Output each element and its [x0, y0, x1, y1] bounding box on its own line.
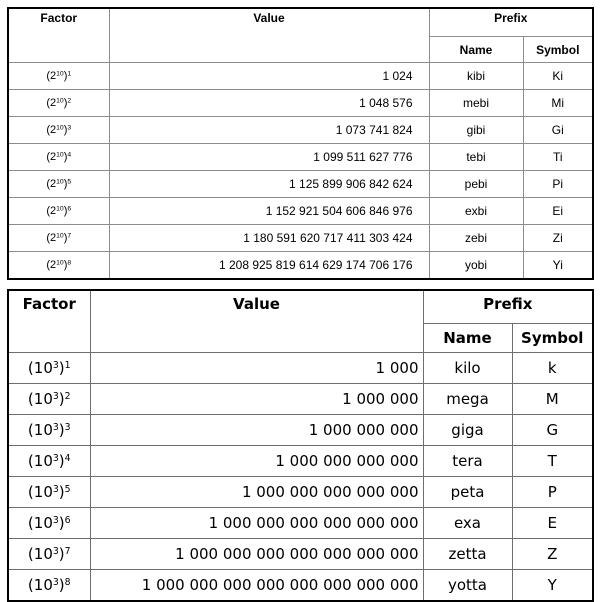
factor-exponent: 10: [56, 259, 64, 267]
prefix-symbol-cell: Ti: [523, 144, 593, 171]
factor-header: Factor: [8, 8, 109, 63]
table-row: [8, 117, 593, 144]
prefix-symbol-cell: G: [512, 415, 593, 446]
factor-cell: $(10^3)^8$: [8, 570, 90, 602]
factor-power: 7: [64, 545, 71, 557]
factor-base: 10: [33, 359, 53, 377]
factor-exponent: 10: [56, 70, 64, 78]
symbol-header: Symbol: [523, 37, 593, 63]
factor-power: 1: [64, 359, 71, 371]
value-cell: 1 000 000 000 000 000: [90, 477, 423, 508]
factor-power: 4: [67, 151, 72, 159]
factor-cell: $(10^3)^3$: [8, 415, 90, 446]
table-row: [8, 90, 593, 117]
factor-header: Factor: [8, 290, 90, 353]
prefix-symbol-cell: Yi: [523, 252, 593, 280]
factor-exponent: 10: [56, 97, 64, 105]
factor-base: 10: [33, 576, 53, 594]
factor-base: 2: [50, 70, 57, 82]
table-row: [8, 144, 593, 171]
factor-base: 10: [33, 545, 53, 563]
name-header: Name: [429, 37, 523, 63]
factor-power: 6: [67, 205, 72, 213]
table-row: [8, 477, 593, 508]
prefix-symbol-cell: Ki: [523, 63, 593, 90]
factor-cell: $(2^{10})^4$: [8, 144, 109, 171]
value-cell: 1 024: [109, 63, 429, 90]
value-cell: 1 000 000 000 000: [90, 446, 423, 477]
prefix-symbol-cell: Y: [512, 570, 593, 602]
prefix-name-cell: zebi: [429, 225, 523, 252]
factor-power: 8: [67, 259, 72, 267]
value-cell: 1 000: [90, 353, 423, 384]
factor-base: 2: [50, 178, 57, 190]
prefix-name-cell: zetta: [423, 539, 512, 570]
prefix-header: Prefix: [423, 290, 593, 324]
table-row: [8, 353, 593, 384]
factor-base: 2: [50, 97, 57, 109]
factor-power: 3: [67, 124, 72, 132]
factor-exponent: 10: [56, 151, 64, 159]
value-header: Value: [90, 290, 423, 353]
symbol-header: Symbol: [512, 324, 593, 353]
table-row: [8, 252, 593, 280]
prefix-symbol-cell: E: [512, 508, 593, 539]
value-cell: 1 099 511 627 776: [109, 144, 429, 171]
prefix-header: Prefix: [429, 8, 593, 37]
factor-base: 2: [50, 151, 57, 163]
table-row: [8, 384, 593, 415]
binary-prefix-table: [7, 7, 594, 280]
prefix-symbol-cell: Mi: [523, 90, 593, 117]
table-row: [8, 570, 593, 602]
factor-exponent: 3: [52, 390, 59, 402]
prefix-symbol-cell: Pi: [523, 171, 593, 198]
factor-cell: $(10^3)^1$: [8, 353, 90, 384]
factor-exponent: 3: [52, 576, 59, 588]
factor-exponent: 10: [56, 205, 64, 213]
factor-base: 10: [33, 390, 53, 408]
prefix-name-cell: giga: [423, 415, 512, 446]
factor-power: 7: [67, 232, 72, 240]
prefix-name-cell: tera: [423, 446, 512, 477]
prefix-symbol-cell: Ei: [523, 198, 593, 225]
factor-cell: $(2^{10})^1$: [8, 63, 109, 90]
table-row: [8, 415, 593, 446]
prefix-symbol-cell: T: [512, 446, 593, 477]
table-row: [8, 225, 593, 252]
factor-power: 6: [64, 514, 71, 526]
factor-base: 10: [33, 514, 53, 532]
factor-power: 8: [64, 576, 71, 588]
factor-power: 1: [67, 70, 72, 78]
factor-base: 2: [50, 124, 57, 136]
table-row: [8, 539, 593, 570]
factor-cell: $(10^3)^2$: [8, 384, 90, 415]
factor-exponent: 3: [52, 452, 59, 464]
value-cell: 1 000 000 000 000 000 000: [90, 508, 423, 539]
factor-exponent: 10: [56, 232, 64, 240]
factor-cell: $(2^{10})^2$: [8, 90, 109, 117]
factor-exponent: 3: [52, 483, 59, 495]
value-cell: 1 000 000 000: [90, 415, 423, 446]
value-cell: 1 180 591 620 717 411 303 424: [109, 225, 429, 252]
decimal-prefix-table: [7, 289, 594, 602]
factor-cell: $(2^{10})^8$: [8, 252, 109, 280]
factor-power: 5: [64, 483, 71, 495]
value-cell: 1 000 000 000 000 000 000 000: [90, 539, 423, 570]
value-cell: 1 125 899 906 842 624: [109, 171, 429, 198]
prefix-symbol-cell: k: [512, 353, 593, 384]
factor-exponent: 3: [52, 545, 59, 557]
prefix-name-cell: exa: [423, 508, 512, 539]
factor-base: 10: [33, 483, 53, 501]
factor-exponent: 3: [52, 359, 59, 371]
factor-cell: $(2^{10})^3$: [8, 117, 109, 144]
prefix-name-cell: mega: [423, 384, 512, 415]
prefix-symbol-cell: Z: [512, 539, 593, 570]
prefix-symbol-cell: Zi: [523, 225, 593, 252]
prefix-symbol-cell: Gi: [523, 117, 593, 144]
value-cell: 1 208 925 819 614 629 174 706 176: [109, 252, 429, 280]
factor-cell: $(2^{10})^7$: [8, 225, 109, 252]
factor-cell: $(2^{10})^6$: [8, 198, 109, 225]
value-cell: 1 000 000: [90, 384, 423, 415]
value-cell: 1 048 576: [109, 90, 429, 117]
factor-exponent: 3: [52, 421, 59, 433]
value-header: Value: [109, 8, 429, 63]
factor-cell: $(10^3)^7$: [8, 539, 90, 570]
factor-base: 10: [33, 452, 53, 470]
factor-cell: $(10^3)^4$: [8, 446, 90, 477]
prefix-symbol-cell: M: [512, 384, 593, 415]
factor-power: 4: [64, 452, 71, 464]
prefix-symbol-cell: P: [512, 477, 593, 508]
factor-base: 2: [50, 205, 57, 217]
factor-power: 2: [67, 97, 72, 105]
factor-exponent: 3: [52, 514, 59, 526]
prefix-name-cell: kibi: [429, 63, 523, 90]
factor-cell: $(10^3)^6$: [8, 508, 90, 539]
prefix-name-cell: yotta: [423, 570, 512, 602]
value-cell: 1 000 000 000 000 000 000 000 000: [90, 570, 423, 602]
prefix-name-cell: pebi: [429, 171, 523, 198]
prefix-name-cell: peta: [423, 477, 512, 508]
factor-cell: $(2^{10})^5$: [8, 171, 109, 198]
table-row: [8, 508, 593, 539]
table-row: [8, 198, 593, 225]
value-cell: 1 152 921 504 606 846 976: [109, 198, 429, 225]
prefix-name-cell: exbi: [429, 198, 523, 225]
factor-cell: $(10^3)^5$: [8, 477, 90, 508]
prefix-name-cell: tebi: [429, 144, 523, 171]
factor-exponent: 10: [56, 124, 64, 132]
factor-base: 2: [50, 232, 57, 244]
factor-base: 2: [50, 259, 57, 271]
prefix-name-cell: gibi: [429, 117, 523, 144]
prefix-name-cell: mebi: [429, 90, 523, 117]
table-row: [8, 63, 593, 90]
table-row: [8, 446, 593, 477]
prefix-name-cell: yobi: [429, 252, 523, 280]
factor-power: 5: [67, 178, 72, 186]
prefix-name-cell: kilo: [423, 353, 512, 384]
name-header: Name: [423, 324, 512, 353]
factor-base: 10: [33, 421, 53, 439]
value-cell: 1 073 741 824: [109, 117, 429, 144]
factor-power: 2: [64, 390, 71, 402]
factor-power: 3: [64, 421, 71, 433]
table-row: [8, 171, 593, 198]
factor-exponent: 10: [56, 178, 64, 186]
